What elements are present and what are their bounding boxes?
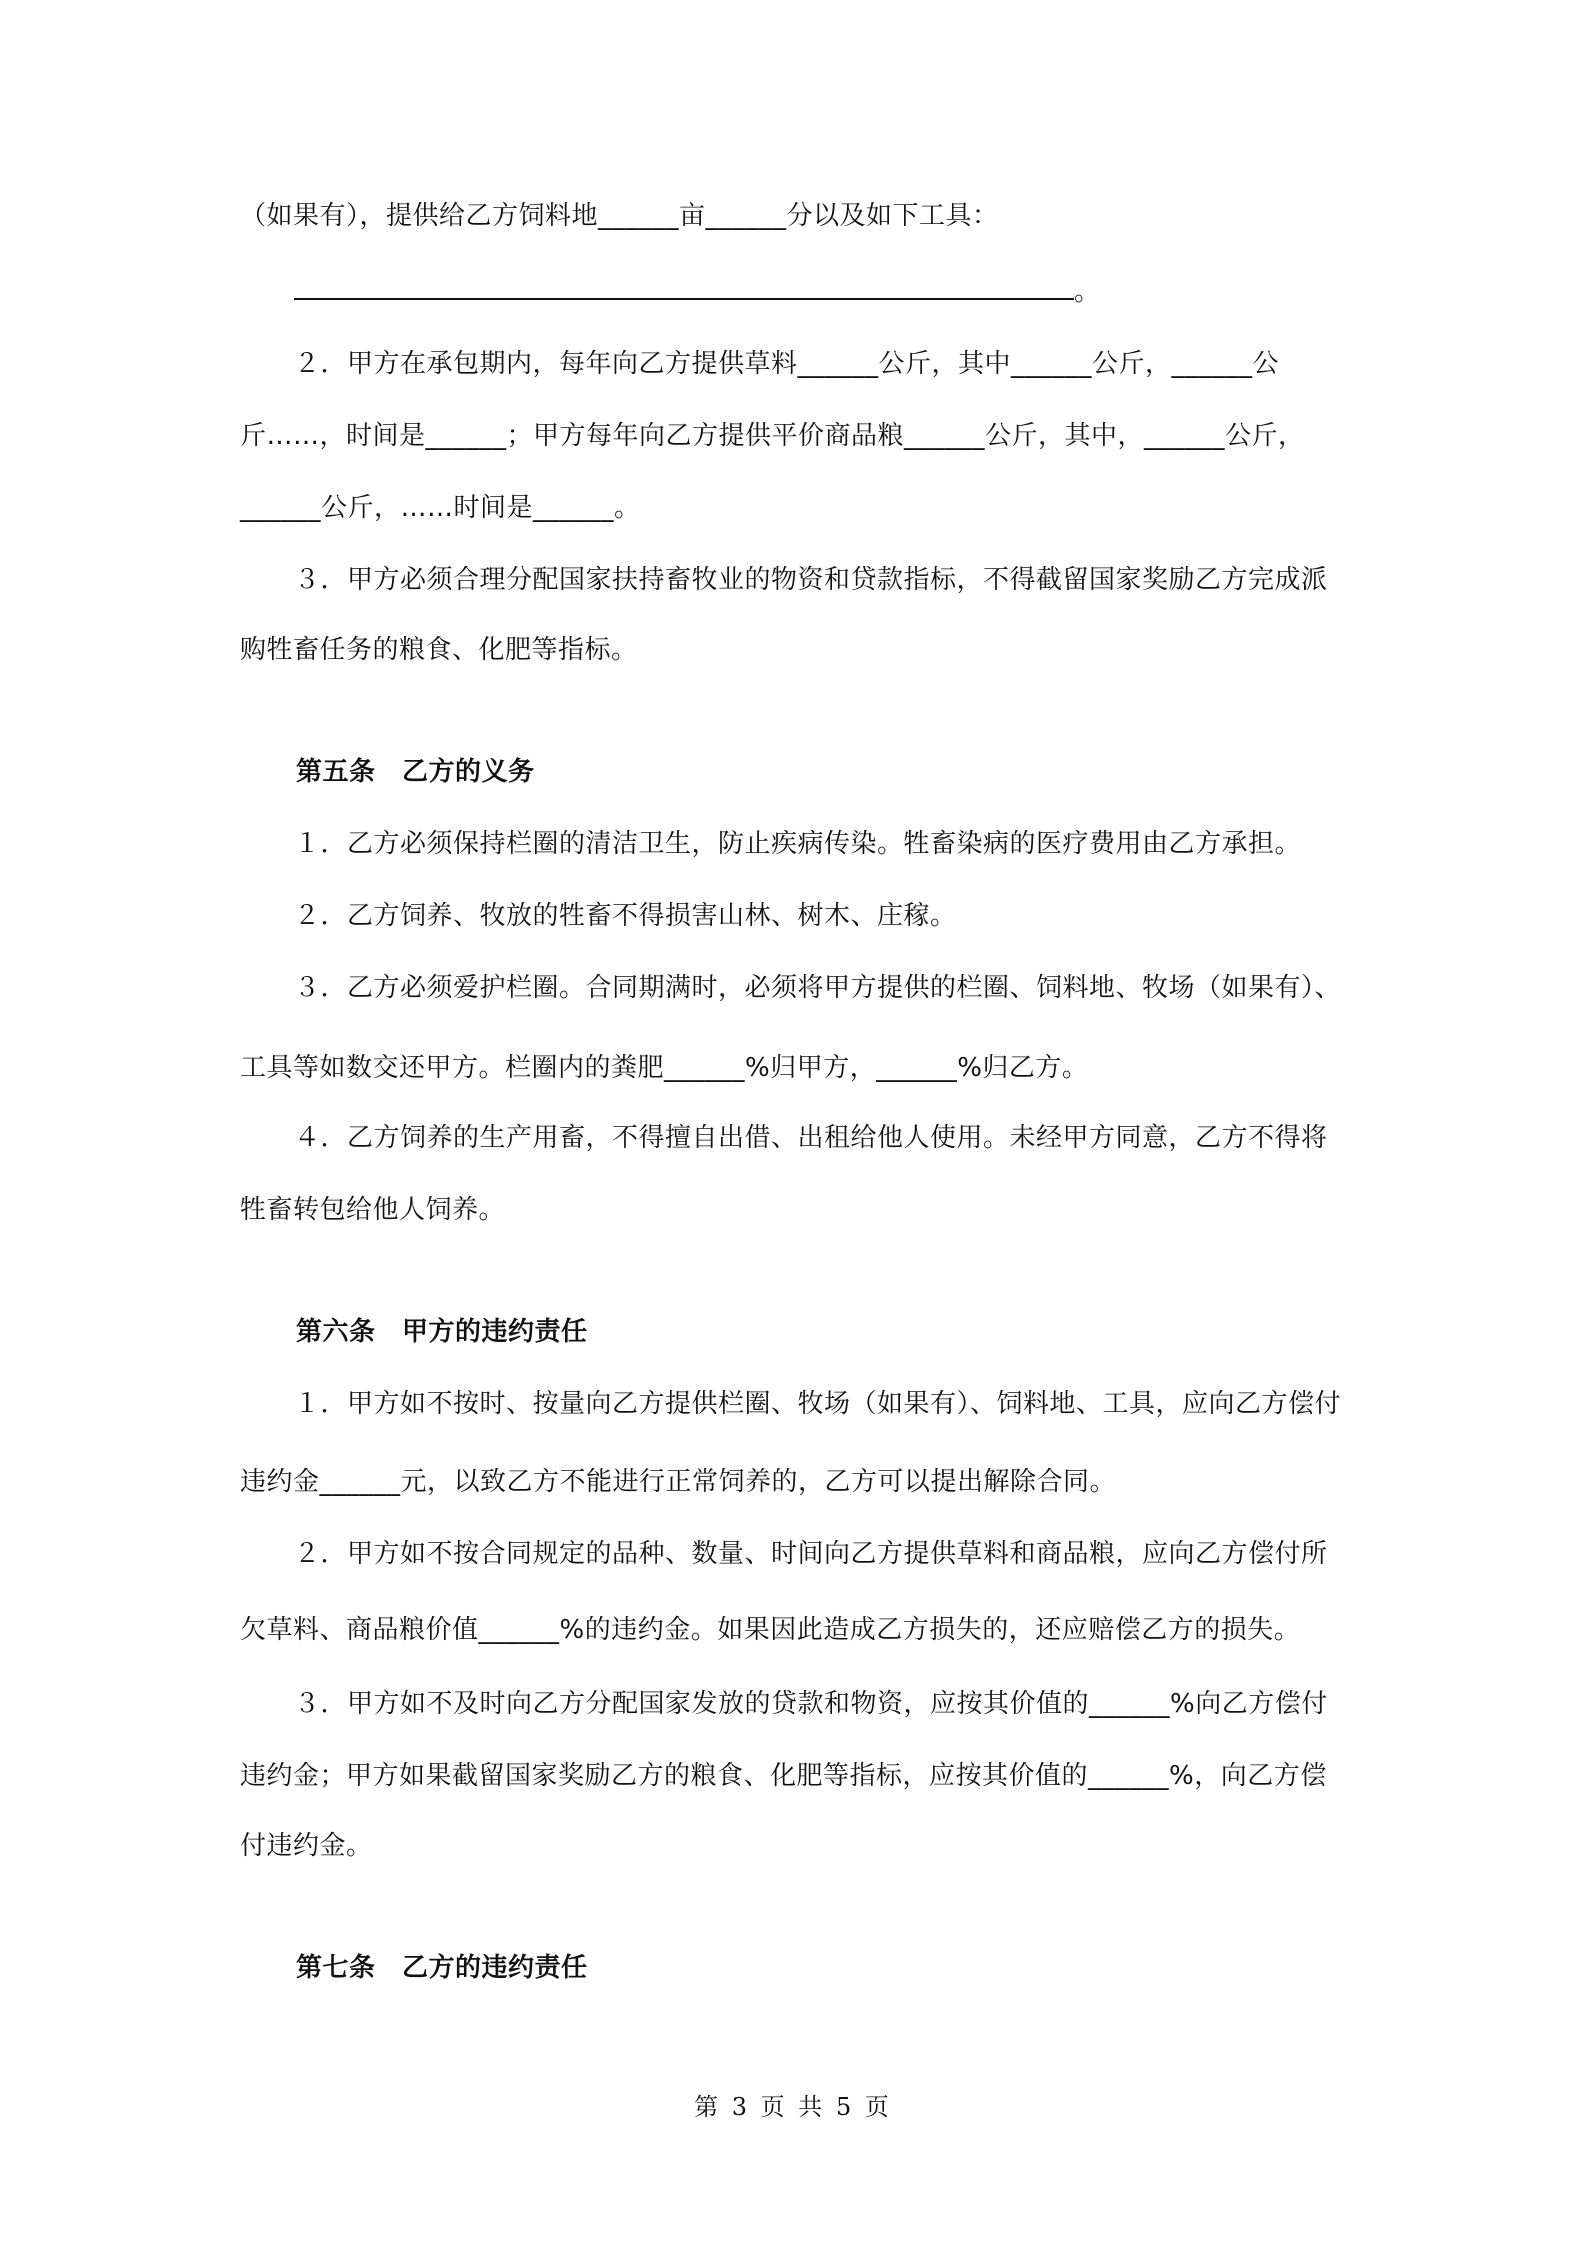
text-line: １．甲方如不按时、按量向乙方提供栏圈、牧场（如果有）、饲料地、工具，应向乙方偿付 — [294, 1389, 1342, 1419]
section-heading: 第七条 乙方的违约责任 — [296, 1953, 588, 1983]
text-line: （如果有），提供给乙方饲料地______亩______分以及如下工具： — [240, 201, 999, 231]
text-line: 违约金；甲方如果截留国家奖励乙方的粮食、化肥等指标，应按其价值的______%，向乙方偿 — [240, 1761, 1327, 1791]
text-line: ２．甲方如不按合同规定的品种、数量、时间向乙方提供草料和商品粮，应向乙方偿付所 — [294, 1539, 1328, 1569]
text-line: １．乙方必须保持栏圈的清洁卫生，防止疾病传染。牲畜染病的医疗费用由乙方承担。 — [294, 829, 1302, 859]
period-mark: 。 — [1074, 277, 1101, 307]
text-line: ３．甲方必须合理分配国家扶持畜牧业的物资和贷款指标，不得截留国家奖励乙方完成派 — [294, 565, 1328, 595]
text-line: 工具等如数交还甲方。栏圈内的粪肥______%归甲方，______%归乙方。 — [240, 1053, 1089, 1083]
text-line: 欠草料、商品粮价值______%的违约金。如果因此造成乙方损失的，还应赔偿乙方的损失。 — [240, 1615, 1301, 1645]
section-heading: 第五条 乙方的义务 — [296, 757, 535, 787]
text-line: 购牲畜任务的粮食、化肥等指标。 — [240, 635, 638, 665]
text-line: 付违约金。 — [240, 1831, 373, 1861]
text-line: 牲畜转包给他人饲养。 — [240, 1195, 506, 1225]
fill-in-line — [294, 272, 1101, 312]
text-line: 违约金______元，以致乙方不能进行正常饲养的，乙方可以提出解除合同。 — [240, 1467, 1117, 1497]
text-line: ３．乙方必须爱护栏圈。合同期满时，必须将甲方提供的栏圈、饲料地、牧场（如果有）、 — [294, 973, 1342, 1003]
text-line: 斤……，时间是______；甲方每年向乙方提供平价商品粮______公斤，其中，______公斤， — [240, 421, 1305, 451]
text-line: ４．乙方饲养的生产用畜，不得擅自出借、出租给他人使用。未经甲方同意，乙方不得将 — [294, 1123, 1328, 1153]
blank-rule — [294, 272, 1074, 300]
page-footer: 第 3 页 共 5 页 — [694, 2093, 892, 2121]
text-line: ______公斤，……时间是______。 — [240, 493, 641, 523]
text-line: ２．乙方饲养、牧放的牲畜不得损害山林、树木、庄稼。 — [294, 901, 957, 931]
text-line: ３．甲方如不及时向乙方分配国家发放的贷款和物资，应按其价值的______%向乙方偿付 — [294, 1689, 1328, 1719]
section-heading: 第六条 甲方的违约责任 — [296, 1317, 588, 1347]
text-line: ２．甲方在承包期内，每年向乙方提供草料______公斤，其中______公斤，______公 — [294, 349, 1280, 379]
